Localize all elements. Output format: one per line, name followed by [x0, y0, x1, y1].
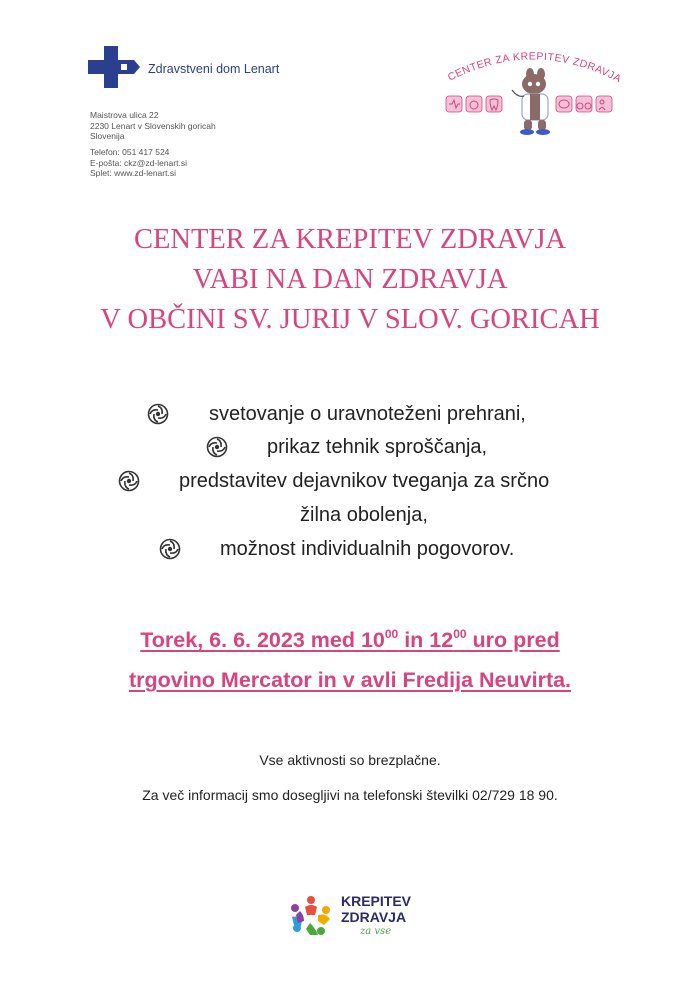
list-item — [0, 535, 700, 565]
bullet-text: žilna obolenja, — [300, 504, 428, 526]
event-location-line: trgovino Mercator in v avli Fredija Neuvirta. — [128, 668, 572, 692]
people-icon — [596, 96, 612, 112]
org-name: Zdravstveni dom Lenart — [148, 62, 280, 76]
apple-icon — [466, 96, 482, 112]
spiral-icon — [159, 538, 181, 560]
list-item — [0, 400, 700, 430]
spiral-icon — [147, 403, 169, 425]
event-details — [0, 620, 700, 700]
krepitev-zdravja-logo-icon — [288, 893, 334, 939]
ckz-badge-logo — [438, 42, 628, 142]
bullet-text: prikaz tehnik sproščanja, — [267, 436, 488, 458]
address-line: Maistrova ulica 22 — [90, 110, 159, 120]
bullet-text: svetovanje o uravnoteženi prehrani, — [209, 403, 526, 425]
mascot-icon — [512, 68, 550, 135]
contact-web: Splet: www.zd-lenart.si — [90, 168, 176, 178]
contact-email: E-pošta: ckz@zd-lenart.si — [90, 157, 187, 168]
event-date-line: Torek, 6. 6. 2023 med $10^{00}$ in $12^{00}$ uro pred — [140, 627, 560, 652]
contact-phone: Telefon: 051 417 524 — [90, 147, 170, 157]
bullet-text: možnost individualnih pogovorov. — [220, 538, 515, 560]
bullet-text: predstavitev dejavnikov tveganja za srčno — [179, 470, 550, 492]
tooth-icon — [486, 96, 502, 112]
spiral-icon — [118, 470, 140, 492]
title-line: VABI NA DAN ZDRAVJA — [192, 264, 508, 295]
logo-line: ZDRAVJA — [341, 909, 407, 925]
brain-icon — [556, 96, 572, 112]
badge-arc-text: CENTER ZA KREPITEV ZDRAVJA — [445, 50, 624, 86]
health-center-cross-logo — [88, 46, 140, 88]
event-title — [0, 220, 700, 340]
free-note: Vse aktivnosti so brezplačne. — [259, 752, 441, 768]
title-line: CENTER ZA KREPITEV ZDRAVJA — [133, 224, 566, 255]
list-item — [0, 433, 700, 463]
title-line: V OBČINI SV. JURIJ V SLOV. GORICAH — [100, 304, 600, 335]
list-item — [0, 467, 700, 497]
footer-logo-text — [341, 893, 411, 925]
logo-line: KREPITEV — [341, 893, 412, 909]
info-note: Za več informacij smo dosegljivi na telefonski številki 02/729 18 90. — [142, 787, 558, 803]
footer-logo-tagline: za vse — [360, 926, 392, 937]
address-line: Slovenija — [90, 131, 125, 141]
spiral-icon — [206, 436, 228, 458]
list-item — [0, 501, 700, 531]
address-line: 2230 Lenart v Slovenskih goricah — [90, 120, 216, 131]
